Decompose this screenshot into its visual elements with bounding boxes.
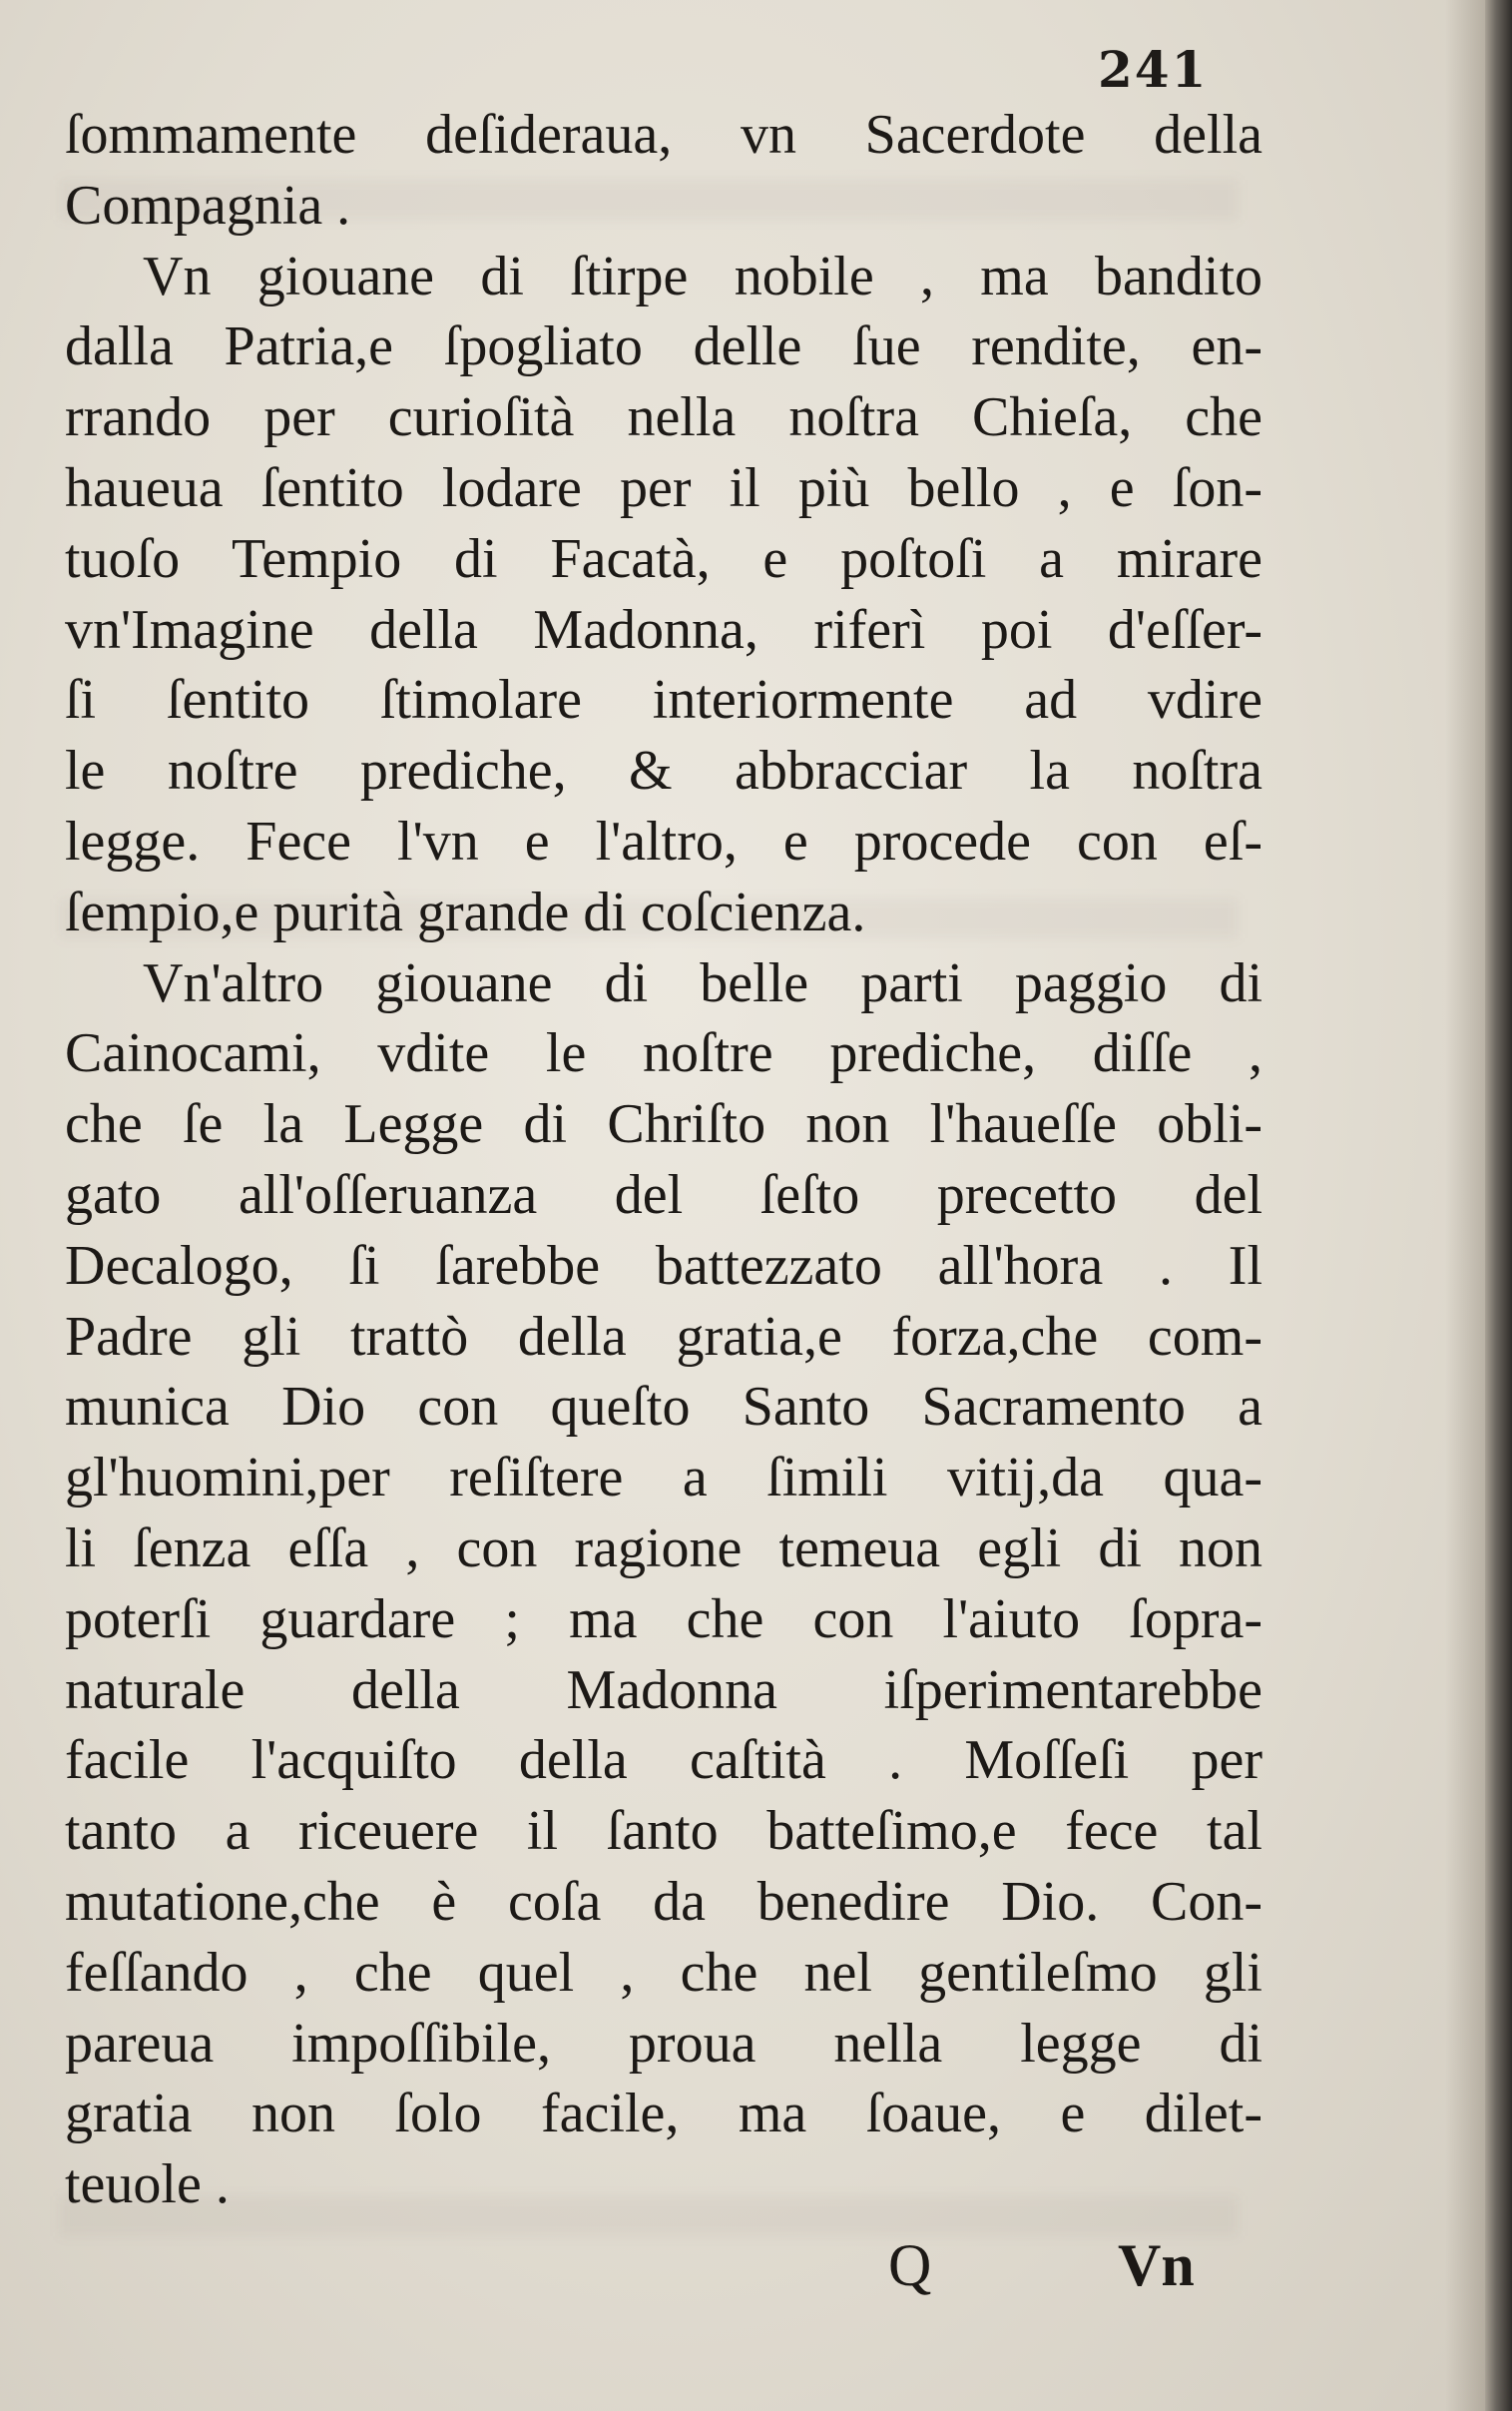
text-line: naturale della Madonna iſperimentarebbe [65,1658,1262,1721]
text-line: teuole . [65,2153,230,2216]
text-line: legge. Fece l'vn e l'altro, e procede con eſ- [65,810,1262,873]
text-line: haueua ſentito lodare per il più bello , e ſon- [65,456,1262,519]
text-line: Decalogo, ſi ſarebbe battezzato all'hora . Il [65,1234,1262,1297]
text-line: tanto a riceuere il ſanto batteſimo,e fece tal [65,1800,1262,1863]
text-line: poterſi guardare ; ma che con l'aiuto ſopra- [65,1587,1262,1650]
text-line: feſſando , che quel , che nel gentileſmo gli [65,1941,1262,2004]
text-line: vn'Imagine della Madonna, riferì poi d'eſſer- [65,598,1262,661]
page-edge [1485,0,1512,2411]
text-line: gratia non ſolo facile, ma ſoaue, e dilet- [65,2083,1262,2145]
text-line: Vn giouane di ſtirpe nobile , ma bandito [143,245,1262,307]
text-line: munica Dio con queſto Santo Sacramento a [65,1376,1262,1439]
text-line: li ſenza eſſa , con ragione temeua egli di non [65,1516,1262,1579]
catchword: Vn [1118,2232,1195,2298]
text-line: tuoſo Tempio di Facatà, e poſtoſi a mirare [65,527,1262,590]
text-line: gl'huomini,per reſiſtere a ſimili vitij,da qua- [65,1447,1262,1509]
body-text [65,100,1262,2220]
text-line: dalla Patria,e ſpogliato delle ſue rendite, en- [65,315,1262,378]
text-line: facile l'acquiſto della caſtità . Moſſeſi per [65,1729,1262,1792]
text-line: Padre gli trattò della gratia,e forza,che com- [65,1305,1262,1368]
page-number: 241 [1098,40,1209,99]
text-line: che ſe la Legge di Chriſto non l'haueſſe obli- [65,1093,1262,1156]
text-line: ſempio,e purità grande di coſcienza. [65,881,866,943]
text-line: Cainocami, vdite le noſtre prediche, diſſe , [65,1022,1262,1085]
text-line: ſommamente deſideraua, vn Sacerdote della [65,104,1262,166]
text-line: le noſtre prediche, & abbracciar la noſtra [65,740,1262,803]
signature-mark: Q [888,2232,932,2298]
text-line: Compagnia . [65,174,351,237]
text-line: mutatione,che è coſa da benedire Dio. Con- [65,1870,1262,1933]
text-line: ſi ſentito ſtimolare interiormente ad vdire [65,669,1262,732]
text-line: pareua impoſſibile, proua nella legge di [65,2012,1262,2075]
text-line: gato all'oſſeruanza del ſeſto precetto del [65,1163,1262,1226]
text-line: rrando per curioſità nella noſtra Chieſa, che [65,386,1262,449]
text-line: Vn'altro giouane di belle parti paggio di [143,951,1262,1014]
spine-shadow [1445,0,1485,2411]
